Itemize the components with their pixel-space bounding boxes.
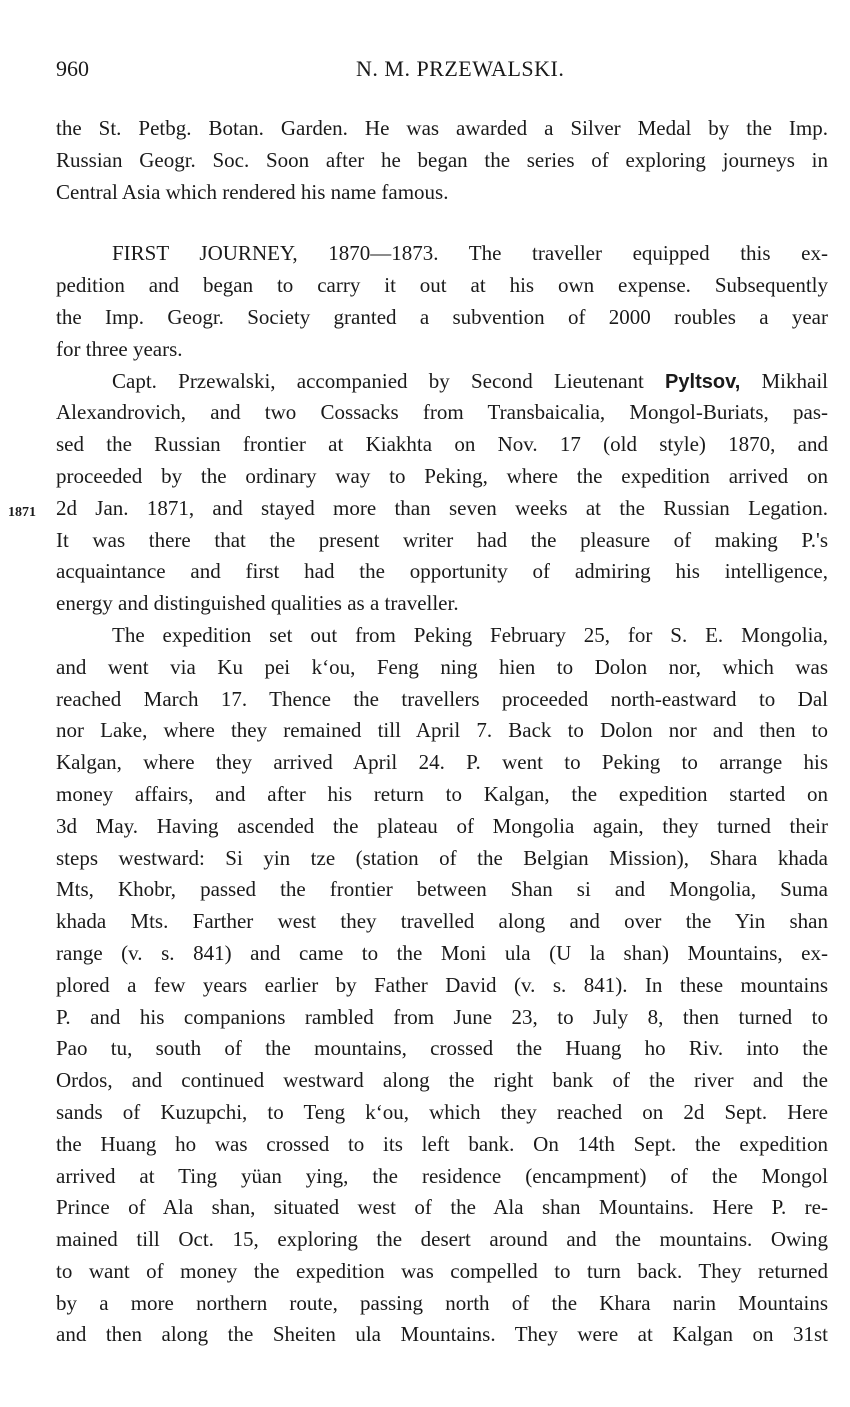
margin-note-year: 1871 (8, 505, 36, 520)
text-line: Alexandrovich, and two Cossacks from Transbaicalia, Mongol-Buriats, pas- (56, 400, 828, 425)
text-line: 2d Jan. 1871, and stayed more than seven weeks at the Russian Legation. (56, 495, 828, 520)
text-line: Ordos, and continued westward along the right bank of the river and the (56, 1068, 828, 1093)
text-line: the St. Petbg. Botan. Garden. He was awarded a Silver Medal by the Imp. (56, 116, 828, 140)
person-name: Pyltsov, (665, 370, 741, 393)
text-line: The expedition set out from Peking February 25, for S. E. Mongolia, (112, 622, 828, 647)
text-line: Pao tu, south of the mountains, crossed the Huang ho Riv. into the (56, 1036, 828, 1061)
text-line: by a more northern route, passing north of the Khara narin Mountains (56, 1290, 828, 1315)
text-line: the Huang ho was crossed to its left bank. On 14th Sept. the expedition (56, 1131, 828, 1156)
text-line: acquaintance and first had the opportunity of admiring his intelligence, (56, 559, 828, 584)
text-span: Capt. Przewalski, accompanied by Second Lieutenant (112, 368, 666, 393)
text-span: Mikhail (740, 368, 828, 393)
text-line: sands of Kuzupchi, to Teng kʻou, which they reached on 2d Sept. Here (56, 1099, 828, 1124)
text-line: money affairs, and after his return to Kalgan, the expedition started on (56, 781, 828, 806)
text-line: P. and his companions rambled from June 23, to July 8, then turned to (56, 1004, 828, 1029)
text-line: mained till Oct. 15, exploring the desert around and the mountains. Owing (56, 1227, 828, 1252)
text-line: proceeded by the ordinary way to Peking, where the expedition arrived on (56, 463, 828, 488)
text-line: the Imp. Geogr. Society granted a subvention of 2000 roubles a year (56, 304, 828, 329)
text-line: It was there that the present writer had the pleasure of making P.'s (56, 527, 828, 552)
text-line: arrived at Ting yüan ying, the residence (encampment) of the Mongol (56, 1163, 828, 1188)
text-line: and then along the Sheiten ula Mountains. They were at Kalgan on 31st (56, 1322, 828, 1347)
text-line: Kalgan, where they arrived April 24. P. went to Peking to arrange his (56, 750, 828, 775)
text-line: energy and distinguished qualities as a traveller. (56, 591, 459, 616)
body-text (56, 113, 828, 1351)
text-line: 3d May. Having ascended the plateau of Mongolia again, they turned their (56, 813, 828, 838)
text-line: nor Lake, where they remained till April 7. Back to Dolon nor and then to (56, 718, 828, 743)
text-line: for three years. (56, 336, 183, 361)
section-heading-line: FIRST JOURNEY, 1870—1873. The traveller equipped this ex- (112, 241, 828, 266)
page-number: 960 (56, 56, 89, 81)
text-line: Russian Geogr. Soc. Soon after he began the series of exploring journeys in (56, 147, 828, 172)
paragraph-gap (56, 208, 828, 238)
text-line: khada Mts. Farther west they travelled along and over the Yin shan (56, 909, 828, 934)
text-line: sed the Russian frontier at Kiakhta on Nov. 17 (old style) 1870, and (56, 432, 828, 457)
page-header (56, 56, 826, 88)
text-line (56, 366, 828, 398)
text-line: steps westward: Si yin tze (station of the Belgian Mission), Shara khada (56, 845, 828, 870)
text-line: Central Asia which rendered his name famous. (56, 179, 449, 204)
text-line: reached March 17. Thence the travellers proceeded north-eastward to Dal (56, 686, 828, 711)
text-line: Prince of Ala shan, situated west of the Ala shan Mountains. Here P. re- (56, 1195, 828, 1220)
text-line: Mts, Khobr, passed the frontier between Shan si and Mongolia, Suma (56, 877, 828, 902)
text-line: range (v. s. 841) and came to the Moni ula (U la shan) Mountains, ex- (56, 940, 828, 965)
text-line: pedition and began to carry it out at his own expense. Subsequently (56, 273, 828, 298)
text-line: to want of money the expedition was compelled to turn back. They returned (56, 1258, 828, 1283)
text-line: and went via Ku pei kʻou, Feng ning hien to Dolon nor, which was (56, 654, 828, 679)
running-head: N. M. PRZEWALSKI. (356, 56, 565, 81)
text-line: plored a few years earlier by Father David (v. s. 841). In these mountains (56, 972, 828, 997)
